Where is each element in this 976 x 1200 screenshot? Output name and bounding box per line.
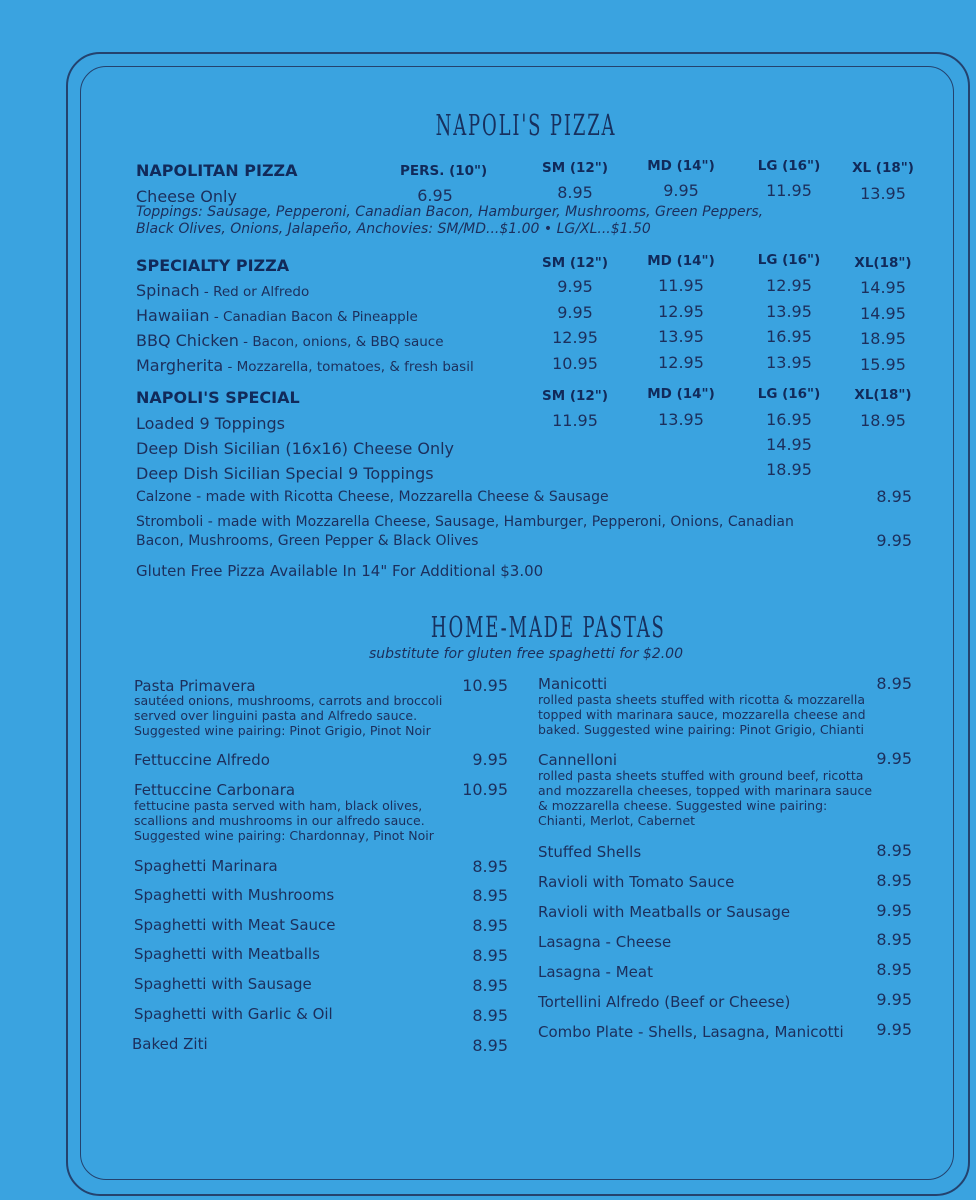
- menu-item-name: Spinach: [136, 281, 200, 300]
- menu-item-desc: - Mozzarella, tomatoes, & fresh basil: [223, 359, 474, 375]
- price: 8.95: [472, 916, 508, 935]
- menu-item-name: Cannelloni: [538, 751, 618, 769]
- price: 14.95: [766, 435, 812, 454]
- price: 16.95: [766, 327, 812, 346]
- price: 13.95: [766, 353, 812, 372]
- price: 10.95: [462, 780, 508, 799]
- price: 9.95: [876, 531, 912, 550]
- menu-item-name: Manicotti: [538, 675, 608, 693]
- price: 12.95: [766, 276, 812, 295]
- price: 6.95: [417, 186, 453, 205]
- price: 11.95: [658, 276, 704, 295]
- size-header: SM (12"): [541, 255, 609, 271]
- menu-item-name: Lasagna - Cheese: [538, 933, 672, 951]
- size-header: XL (18"): [852, 160, 914, 176]
- menu-item-name: Deep Dish Sicilian (16x16) Cheese Only: [136, 439, 455, 458]
- price: 18.95: [860, 329, 906, 348]
- menu-item-desc: - Canadian Bacon & Pineapple: [209, 309, 418, 325]
- menu-item-name: Lasagna - Meat: [538, 963, 653, 981]
- price: 8.95: [876, 674, 912, 693]
- price: 9.95: [472, 750, 508, 769]
- toppings-note: Toppings: Sausage, Pepperoni, Canadian Bacon, Hamburger, Mushrooms, Green Peppers,: [136, 204, 764, 220]
- gluten-free-note: Gluten Free Pizza Available In 14" For Additional $3.00: [136, 562, 544, 580]
- menu-item-name: Deep Dish Sicilian Special 9 Toppings: [136, 464, 434, 483]
- menu-item-name: Tortellini Alfredo (Beef or Cheese): [538, 993, 791, 1011]
- menu-item-name: Ravioli with Meatballs or Sausage: [538, 903, 791, 921]
- napolitan-heading: NAPOLITAN PIZZA: [136, 161, 298, 180]
- stromboli-item: Stromboli - made with Mozzarella Cheese, Sausage, Hamburger, Pepperoni, Onions, Canadian: [136, 514, 794, 530]
- menu-item-desc: rolled pasta sheets stuffed with ricotta & mozzarella topped with marinara sauce, mozzarella cheese and baked. Suggested wine pairing: Pinot Grigio, Chianti: [538, 692, 866, 737]
- size-header: MD (14"): [647, 253, 715, 269]
- menu-item-name: BBQ Chicken: [136, 331, 239, 350]
- size-header: SM (12"): [541, 160, 609, 176]
- price: 13.95: [766, 302, 812, 321]
- size-header: LG (16"): [757, 252, 821, 268]
- price: 8.95: [557, 183, 593, 202]
- price: 9.95: [557, 277, 593, 296]
- specialty-heading: SPECIALTY PIZZA: [136, 256, 290, 275]
- price: 16.95: [766, 410, 812, 429]
- menu-item-desc: sautéed onions, mushrooms, carrots and broccoli served over linguini pasta and Alfredo sauce. Suggested wine pairing: Pinot Grigio, Pinot Noir: [134, 693, 443, 738]
- pastas-title: HOME-MADE PASTAS: [430, 610, 666, 644]
- menu-item-name: Spaghetti with Meat Sauce: [134, 916, 336, 934]
- menu-item-desc: - Red or Alfredo: [199, 284, 310, 300]
- size-header: XL(18"): [854, 387, 912, 403]
- menu-item-name: Stuffed Shells: [538, 843, 642, 861]
- menu-item-name: Hawaiian: [136, 306, 210, 325]
- menu-item: [136, 331, 444, 350]
- price: 8.95: [472, 1036, 508, 1055]
- size-header: MD (14"): [647, 386, 715, 402]
- menu-item-name: Spaghetti with Garlic & Oil: [134, 1005, 333, 1023]
- menu-item: [136, 356, 474, 375]
- menu-item: [136, 281, 309, 300]
- price: 9.95: [557, 303, 593, 322]
- price: 10.95: [552, 354, 598, 373]
- price: 12.95: [658, 353, 704, 372]
- size-header: LG (16"): [757, 386, 821, 402]
- price: 8.95: [876, 930, 912, 949]
- price: 8.95: [876, 487, 912, 506]
- menu-item-name: Pasta Primavera: [134, 677, 256, 695]
- price: 8.95: [472, 857, 508, 876]
- price: 8.95: [472, 946, 508, 965]
- price: 13.95: [658, 410, 704, 429]
- price: 9.95: [876, 901, 912, 920]
- menu-title: NAPOLI'S PIZZA: [435, 108, 617, 142]
- menu-item: [136, 306, 418, 325]
- price: 8.95: [876, 841, 912, 860]
- menu-item-name: Cheese Only: [136, 187, 237, 206]
- price: 13.95: [860, 184, 906, 203]
- menu-item-desc: - Bacon, onions, & BBQ sauce: [238, 334, 444, 350]
- price: 9.95: [663, 181, 699, 200]
- price: 11.95: [552, 411, 598, 430]
- price: 12.95: [552, 328, 598, 347]
- price: 10.95: [462, 676, 508, 695]
- price: 9.95: [876, 990, 912, 1009]
- price: 12.95: [658, 302, 704, 321]
- menu-item-desc: fettucine pasta served with ham, black olives, scallions and mushrooms in our alfredo sauce. Suggested wine pairing: Chardonnay, Pinot Noir: [134, 798, 434, 843]
- menu-item-name: Fettuccine Carbonara: [134, 781, 296, 799]
- menu-item-name: Loaded 9 Toppings: [136, 414, 285, 433]
- size-header: SM (12"): [541, 388, 609, 404]
- price: 18.95: [860, 411, 906, 430]
- size-header: MD (14"): [647, 158, 715, 174]
- price: 11.95: [766, 181, 812, 200]
- pastas-subtitle: substitute for gluten free spaghetti for $2.00: [368, 646, 683, 662]
- size-header: XL(18"): [854, 255, 912, 271]
- special-heading: NAPOLI'S SPECIAL: [136, 388, 300, 407]
- price: 8.95: [876, 871, 912, 890]
- menu-item-name: Spaghetti Marinara: [134, 857, 278, 875]
- size-header: LG (16"): [757, 158, 821, 174]
- price: 9.95: [876, 749, 912, 768]
- price: 14.95: [860, 304, 906, 323]
- menu-item-name: Margherita: [136, 356, 224, 375]
- price: 14.95: [860, 278, 906, 297]
- price: 15.95: [860, 355, 906, 374]
- stromboli-item: Bacon, Mushrooms, Green Pepper & Black Olives: [136, 533, 479, 549]
- menu-item-name: Combo Plate - Shells, Lasagna, Manicotti: [538, 1023, 844, 1041]
- price: 8.95: [472, 886, 508, 905]
- menu-item-name: Spaghetti with Mushrooms: [134, 886, 335, 904]
- menu-item-name: Ravioli with Tomato Sauce: [538, 873, 735, 891]
- price: 18.95: [766, 460, 812, 479]
- price: 8.95: [472, 976, 508, 995]
- menu-item-name: Fettuccine Alfredo: [134, 751, 270, 769]
- size-header: PERS. (10"): [400, 163, 488, 179]
- toppings-note: Black Olives, Onions, Jalapeño, Anchovies: SM/MD...$1.00 • LG/XL...$1.50: [136, 221, 651, 237]
- menu-item-name: Baked Ziti: [132, 1035, 208, 1053]
- menu-item-desc: rolled pasta sheets stuffed with ground beef, ricotta and mozzarella cheeses, topped with marinara sauce & mozzarella cheese. Suggested wine pairing: Chianti, Merlot, Cabernet: [538, 768, 873, 828]
- menu-item-name: Spaghetti with Sausage: [134, 975, 312, 993]
- price: 9.95: [876, 1020, 912, 1039]
- menu-item-name: Spaghetti with Meatballs: [134, 945, 320, 963]
- price: 8.95: [876, 960, 912, 979]
- price: 13.95: [658, 327, 704, 346]
- calzone-item: Calzone - made with Ricotta Cheese, Mozzarella Cheese & Sausage: [136, 489, 609, 505]
- price: 8.95: [472, 1006, 508, 1025]
